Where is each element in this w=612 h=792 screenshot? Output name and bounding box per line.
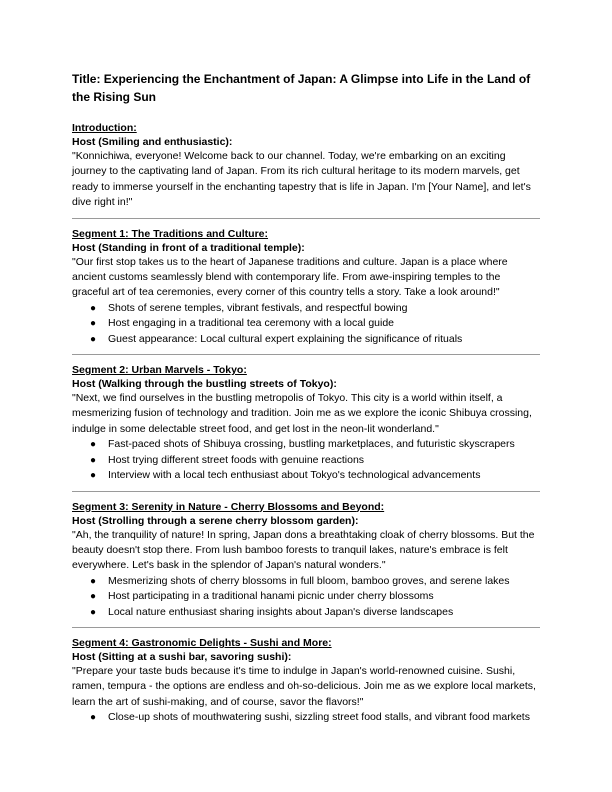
bullet-text: Mesmerizing shots of cherry blossoms in full bloom, bamboo groves, and serene lakes bbox=[108, 574, 510, 587]
segment-3-paragraph: "Ah, the tranquility of nature! In spring, Japan dons a breathtaking cloak of cherry blossoms. But the beauty doesn't stop there. From lush bamboo forests to tranquil lakes, nature's embrace is felt everywhere. Let's bask in the splendor of Japan's natural wonders." bbox=[72, 528, 535, 572]
bullet-text: Interview with a local tech enthusiast about Tokyo's technological advancements bbox=[108, 469, 481, 482]
segment-4-bullet-list bbox=[72, 710, 540, 725]
segment-2-heading: Segment 2: Urban Marvels - Tokyo: bbox=[72, 364, 247, 377]
list-item bbox=[90, 316, 540, 331]
segment-2-paragraph: "Next, we find ourselves in the bustling metropolis of Tokyo. This city is a world within itself, a mesmerizing fusion of technology and tradition. Join me as we explore the iconic Shibuya crossing, indulge in some delectable street food, and get lost in the neon-lit wonderland." bbox=[72, 392, 532, 435]
list-item bbox=[90, 453, 540, 468]
section-divider bbox=[72, 627, 540, 628]
bullet-text: Shots of serene temples, vibrant festivals, and respectful bowing bbox=[108, 301, 408, 314]
bullet-text: Host engaging in a traditional tea ceremony with a local guide bbox=[108, 317, 395, 330]
section-divider bbox=[72, 354, 540, 355]
list-item bbox=[90, 437, 540, 452]
segment-2-bullet-list bbox=[72, 437, 540, 483]
bullet-text: Guest appearance: Local cultural expert explaining the significance of rituals bbox=[108, 332, 463, 345]
segment-3-heading: Segment 3: Serenity in Nature - Cherry Blossoms and Beyond: bbox=[72, 500, 385, 513]
bullet-icon: ● bbox=[90, 591, 97, 603]
list-item bbox=[90, 605, 540, 620]
segment-1-bullet-list bbox=[72, 301, 540, 347]
segment-3-bullet-list bbox=[72, 574, 540, 620]
segment-4-section bbox=[72, 636, 540, 726]
segment-1-section bbox=[72, 227, 540, 347]
section-divider bbox=[72, 218, 540, 219]
list-item bbox=[90, 589, 540, 604]
bullet-icon: ● bbox=[90, 302, 97, 314]
segment-4-host-direction: Host (Sitting at a sushi bar, savoring sushi): bbox=[72, 650, 292, 663]
list-item bbox=[90, 332, 540, 347]
segment-1-paragraph: "Our first stop takes us to the heart of Japanese traditions and culture. Japan is a place where ancient customs seamlessly blend with contemporary life. From awe-inspiring temples to the graceful art of tea ceremonies, every corner of this country tells a story. Take a look around!" bbox=[72, 255, 508, 299]
segment-2-host-direction: Host (Walking through the bustling streets of Tokyo): bbox=[72, 378, 337, 391]
list-item bbox=[90, 468, 540, 483]
segment-3-host-direction: Host (Strolling through a serene cherry blossom garden): bbox=[72, 514, 359, 527]
list-item bbox=[90, 301, 540, 316]
document-page bbox=[72, 70, 540, 726]
intro-section bbox=[72, 121, 540, 211]
bullet-text: Host trying different street foods with genuine reactions bbox=[108, 453, 365, 466]
bullet-icon: ● bbox=[90, 575, 97, 587]
bullet-text: Host participating in a traditional hanami picnic under cherry blossoms bbox=[108, 590, 434, 603]
segment-4-paragraph: "Prepare your taste buds because it's time to indulge in Japan's world-renowned cuisine. Sushi, ramen, tempura - the options are endless and oh-so-delicious. Join me as we explore local markets, learn the art of sushi-making, and of course, savor the flavors!" bbox=[72, 664, 536, 708]
segment-1-heading: Segment 1: The Traditions and Culture: bbox=[72, 227, 269, 240]
segment-2-section bbox=[72, 363, 540, 483]
bullet-icon: ● bbox=[90, 606, 97, 618]
segment-3-section bbox=[72, 500, 540, 620]
bullet-icon: ● bbox=[90, 454, 97, 466]
list-item bbox=[90, 710, 540, 725]
intro-heading: Introduction: bbox=[72, 122, 137, 134]
segment-4-heading: Segment 4: Gastronomic Delights - Sushi and More: bbox=[72, 636, 332, 649]
document-title: Title: Experiencing the Enchantment of Japan: A Glimpse into Life in the Land of the Rising Sun bbox=[72, 72, 531, 104]
bullet-icon: ● bbox=[90, 470, 97, 482]
section-divider bbox=[72, 491, 540, 492]
bullet-text: Local nature enthusiast sharing insights about Japan's diverse landscapes bbox=[108, 605, 454, 618]
intro-paragraph: "Konnichiwa, everyone! Welcome back to our channel. Today, we're embarking on an exciting journey to the captivating land of Japan. From its rich cultural heritage to its modern marvels, get ready to immerse yourself in the enchanting tapestry that is life in Japan. I'm [Your Name], and let's dive right in!" bbox=[72, 150, 531, 209]
bullet-icon: ● bbox=[90, 439, 97, 451]
bullet-icon: ● bbox=[90, 333, 97, 345]
bullet-text: Fast-paced shots of Shibuya crossing, bustling marketplaces, and futuristic skyscrapers bbox=[108, 438, 515, 451]
segment-1-host-direction: Host (Standing in front of a traditional temple): bbox=[72, 241, 305, 254]
bullet-icon: ● bbox=[90, 712, 97, 724]
bullet-icon: ● bbox=[90, 318, 97, 330]
list-item bbox=[90, 574, 540, 589]
intro-host-direction: Host (Smiling and enthusiastic): bbox=[72, 136, 233, 148]
bullet-text: Close-up shots of mouthwatering sushi, sizzling street food stalls, and vibrant food markets bbox=[108, 711, 530, 724]
